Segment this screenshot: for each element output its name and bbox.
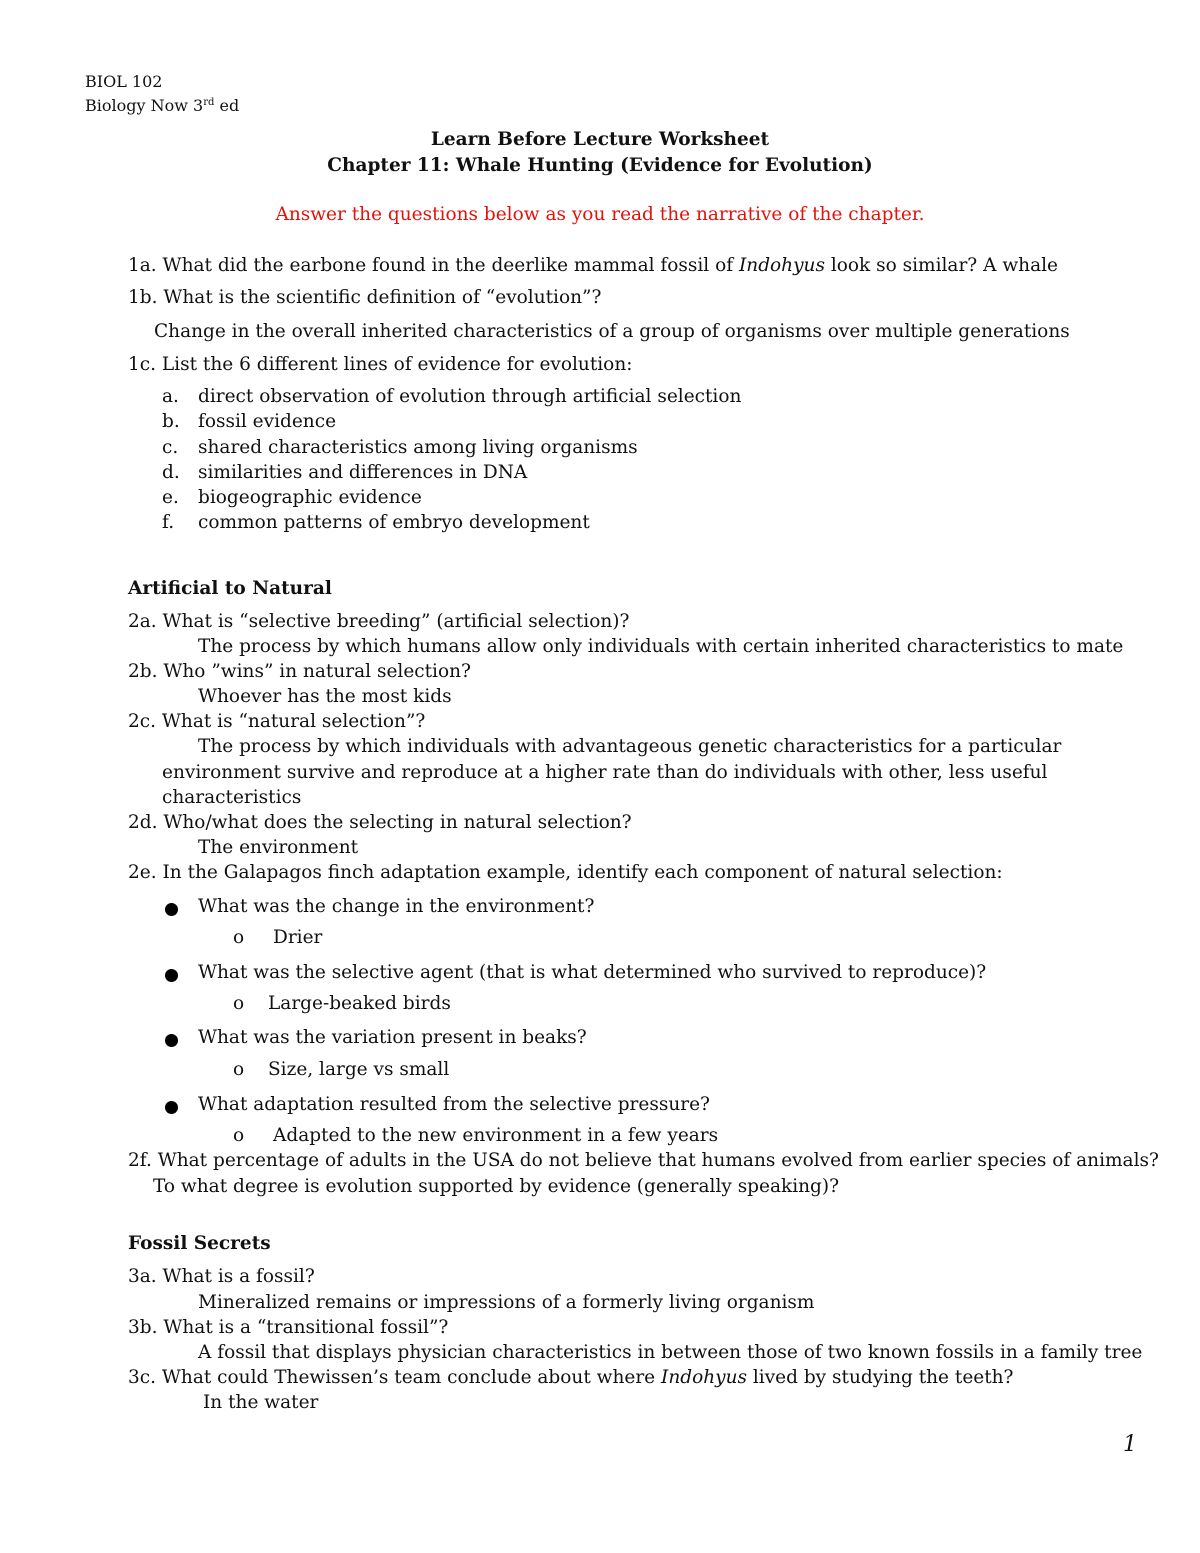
list-item-letter: e. (162, 487, 179, 508)
question-2b: 2b. Who ”wins” in natural selection? (128, 661, 471, 682)
list-item: common patterns of embryo development (198, 512, 590, 533)
list-item-letter: f. (162, 512, 175, 533)
list-item-answer: Large-beaked birds (268, 993, 451, 1014)
answer-2d: The environment (198, 837, 359, 858)
answer-3c: In the water (203, 1392, 319, 1413)
answer-2c-line1: The process by which individuals with advantageous genetic characteristics for a particular (198, 736, 1062, 757)
question-3c: 3c. What could Thewissen’s team conclude about where Indohyus lived by studying the teeth? (128, 1367, 1014, 1388)
section-heading-fossil-secrets: Fossil Secrets (128, 1233, 271, 1254)
answer-2c-line2: environment survive and reproduce at a higher rate than do individuals with other, less useful (162, 762, 1048, 783)
answer-2c-line3: characteristics (162, 787, 302, 808)
list-item-letter: d. (162, 462, 180, 483)
list-item-answer: Adapted to the new environment in a few years (273, 1125, 719, 1146)
bullet-icon (165, 969, 178, 982)
list-item-answer: Size, large vs small (268, 1059, 450, 1080)
list-item: What was the selective agent (that is what determined who survived to reproduce)? (198, 962, 987, 983)
bullet-icon (165, 1034, 178, 1047)
question-1c: 1c. List the 6 different lines of evidence for evolution: (128, 354, 633, 375)
question-3a: 3a. What is a fossil? (128, 1266, 315, 1287)
course-code: BIOL 102 (85, 72, 163, 91)
bullet-icon (165, 903, 178, 916)
list-item-answer: Drier (273, 927, 323, 948)
sub-bullet-icon: o (233, 927, 245, 948)
sub-bullet-icon: o (233, 1059, 245, 1080)
answer-3b: A fossil that displays physician characteristics in between those of two known fossils in a family tree (198, 1342, 1143, 1363)
answer-2a: The process by which humans allow only individuals with certain inherited characteristics to mate (198, 636, 1124, 657)
sub-bullet-icon: o (233, 1125, 245, 1146)
question-1b: 1b. What is the scientific definition of “evolution”? (128, 287, 602, 308)
list-item: similarities and differences in DNA (198, 462, 528, 483)
list-item-letter: a. (162, 386, 179, 407)
list-item-letter: c. (162, 437, 179, 458)
list-item: shared characteristics among living organisms (198, 437, 638, 458)
worksheet-title: Learn Before Lecture Worksheet (430, 129, 770, 150)
instructions: Answer the questions below as you read the narrative of the chapter. (275, 204, 925, 225)
list-item-letter: b. (162, 411, 180, 432)
question-2f-line2: To what degree is evolution supported by evidence (generally speaking)? (153, 1176, 840, 1197)
answer-2b: Whoever has the most kids (198, 686, 452, 707)
page-number: 1 (1123, 1432, 1137, 1457)
bullet-icon (165, 1101, 178, 1114)
question-2f-line1: 2f. What percentage of adults in the USA do not believe that humans evolved from earlier species of animals? (128, 1150, 1159, 1171)
answer-1b: Change in the overall inherited characteristics of a group of organisms over multiple generations (154, 321, 1070, 342)
chapter-title: Chapter 11: Whale Hunting (Evidence for Evolution) (327, 155, 873, 176)
textbook-edition: Biology Now 3rd ed (85, 96, 240, 115)
list-item: biogeographic evidence (198, 487, 422, 508)
list-item: direct observation of evolution through artificial selection (198, 386, 742, 407)
sub-bullet-icon: o (233, 993, 245, 1014)
question-2e: 2e. In the Galapagos finch adaptation example, identify each component of natural selection: (128, 862, 1003, 883)
question-3b: 3b. What is a “transitional fossil”? (128, 1317, 449, 1338)
question-2a: 2a. What is “selective breeding” (artificial selection)? (128, 611, 630, 632)
answer-3a: Mineralized remains or impressions of a formerly living organism (198, 1292, 815, 1313)
section-heading-artificial-to-natural: Artificial to Natural (128, 578, 332, 599)
question-2c: 2c. What is “natural selection”? (128, 711, 426, 732)
list-item: What was the variation present in beaks? (198, 1027, 587, 1048)
list-item: What adaptation resulted from the selective pressure? (198, 1094, 710, 1115)
question-1a: 1a. What did the earbone found in the deerlike mammal fossil of Indohyus look so similar? A whale (128, 255, 1058, 276)
list-item: fossil evidence (198, 411, 337, 432)
list-item: What was the change in the environment? (198, 896, 595, 917)
question-2d: 2d. Who/what does the selecting in natural selection? (128, 812, 632, 833)
